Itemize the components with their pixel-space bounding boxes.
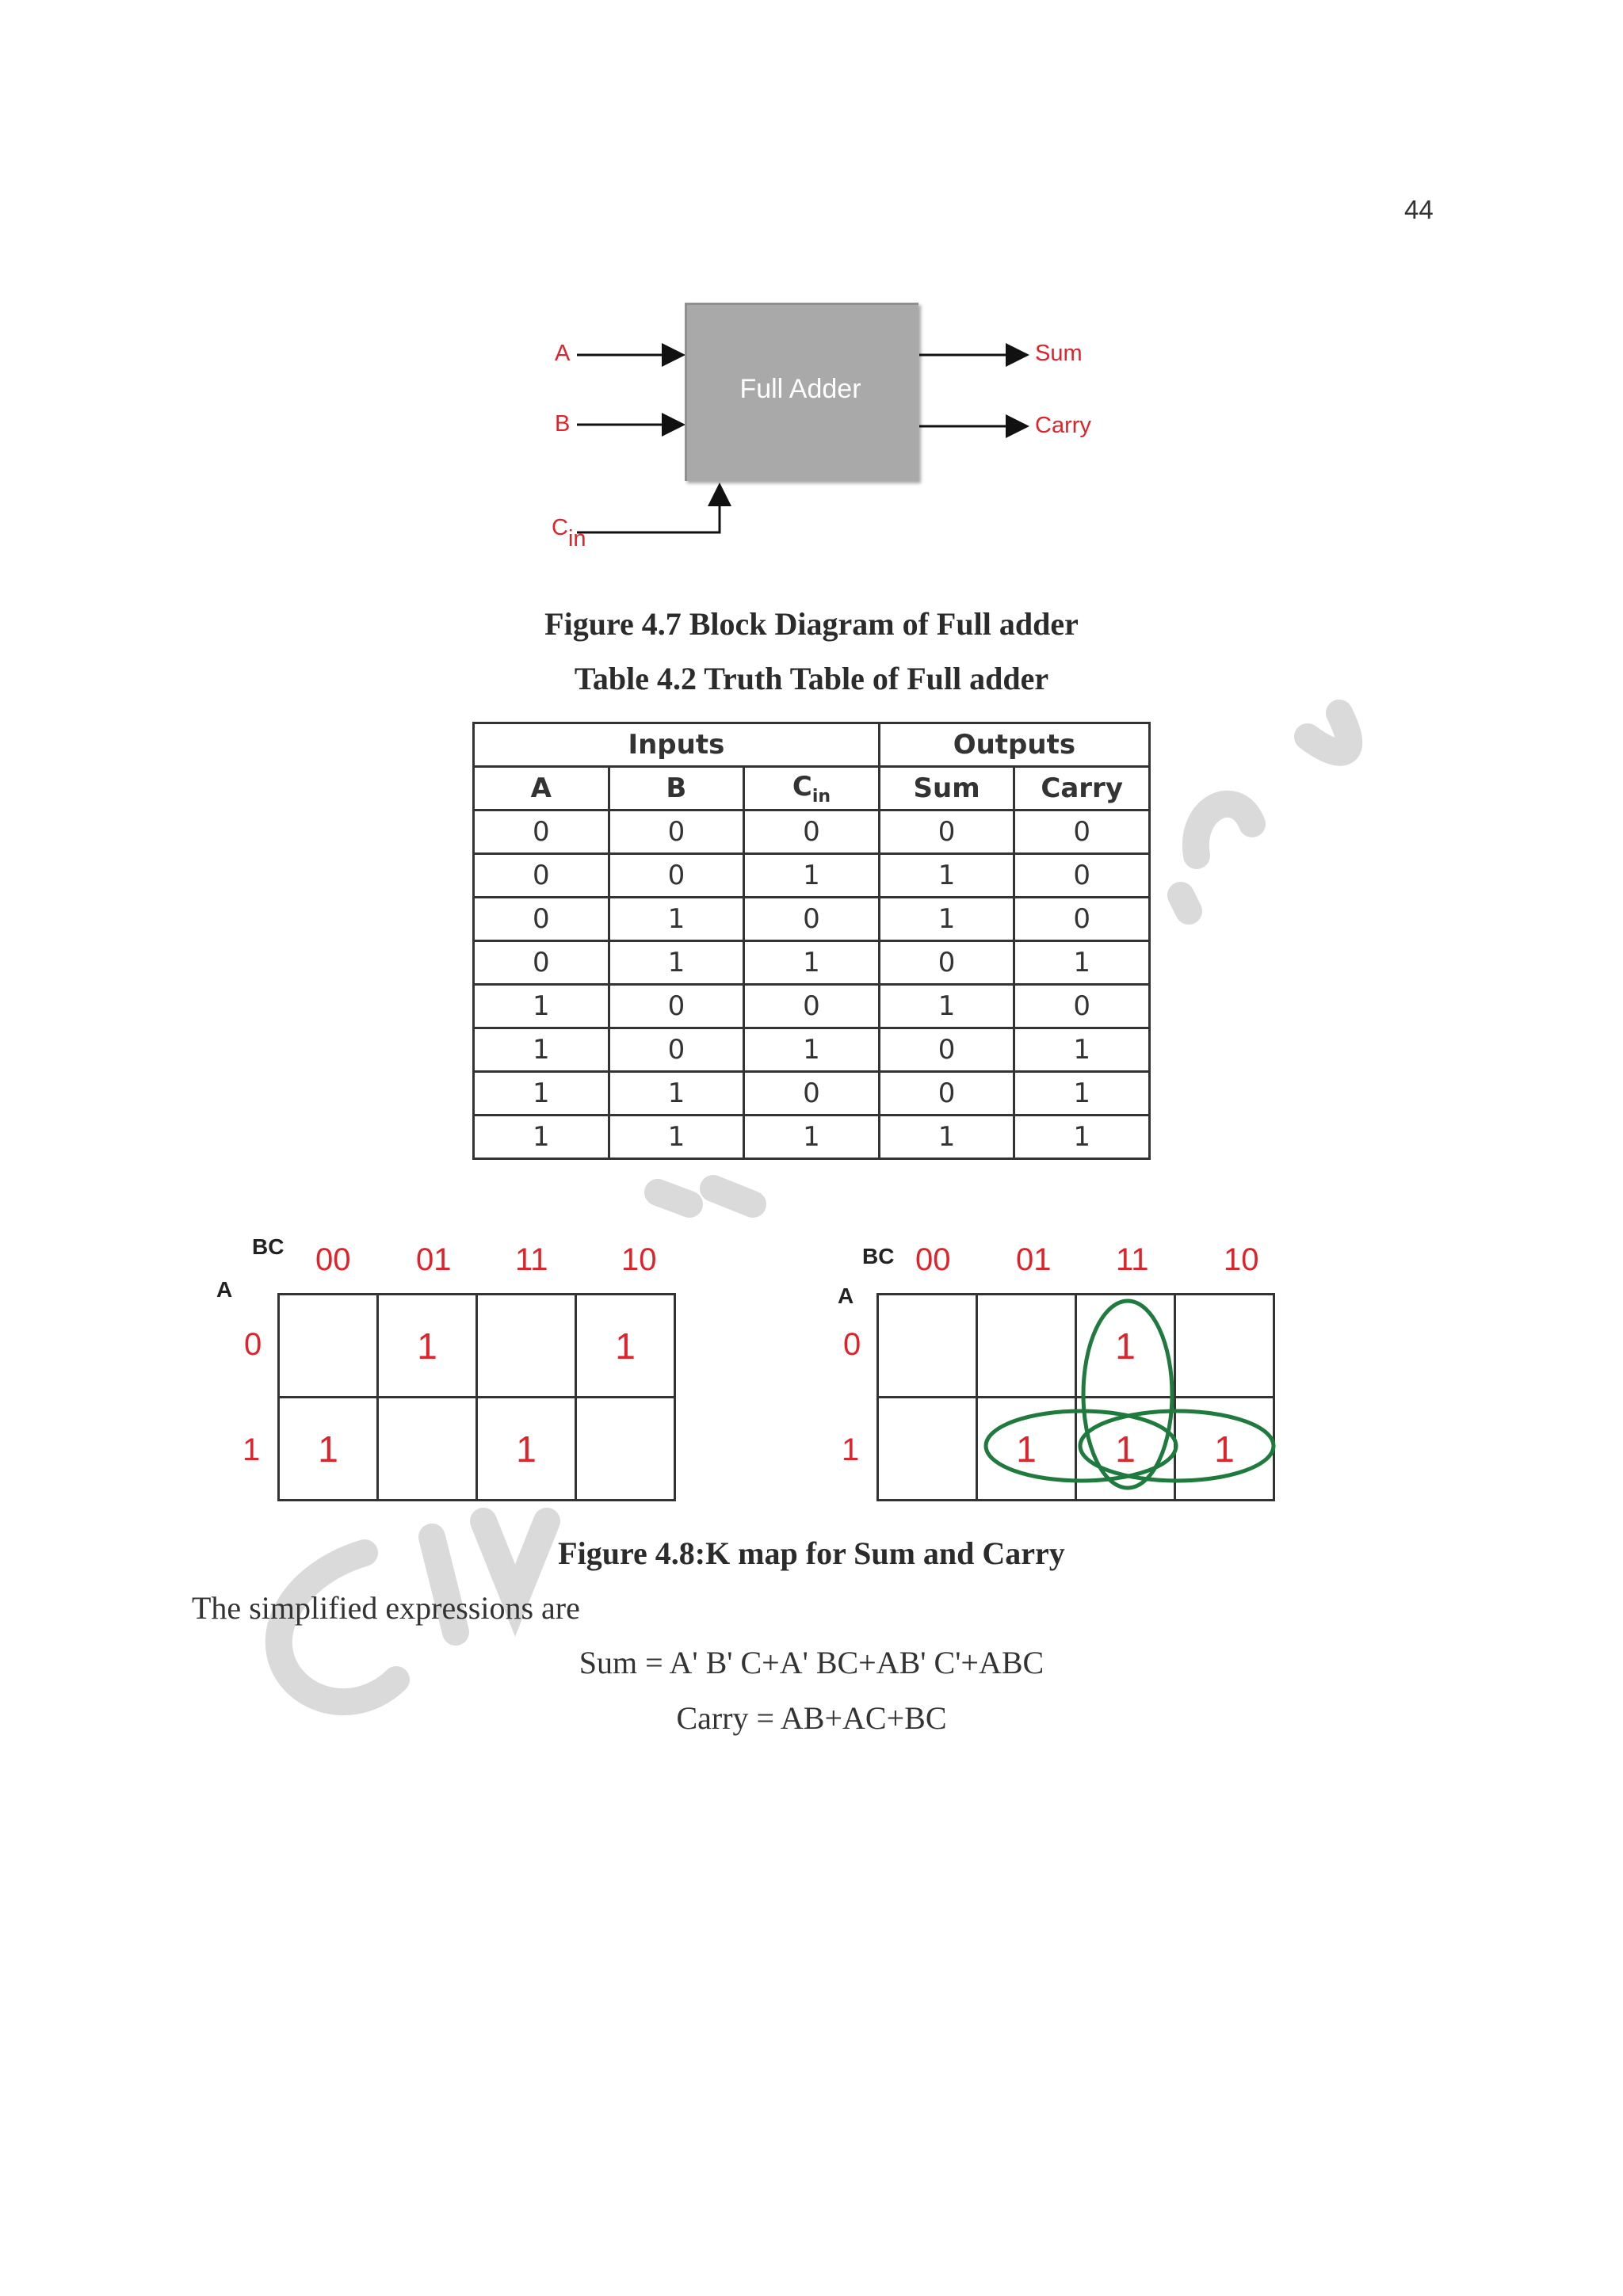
table-cell: 0 (1014, 810, 1150, 854)
table-cell: 0 (744, 985, 880, 1028)
sum-equation: Sum = A' B' C+A' BC+AB' C'+ABC (579, 1645, 1044, 1680)
intro-text: The simplified expressions are (192, 1590, 580, 1626)
table-cell: 1 (744, 1116, 880, 1159)
table-4-2-caption: Table 4.2 Truth Table of Full adder (574, 661, 1049, 696)
kmap-carry-col-label: 10 (1224, 1242, 1259, 1277)
table-cell: 0 (879, 941, 1014, 985)
table-cell: 0 (879, 1072, 1014, 1116)
carry-equation: Carry = AB+AC+BC (676, 1700, 947, 1736)
table-cell: 1 (879, 985, 1014, 1028)
table-cell: 0 (609, 854, 744, 898)
table-cell: 0 (474, 898, 609, 941)
table-cell: 0 (474, 810, 609, 854)
output-sum-label: Sum (1035, 341, 1083, 366)
figure-4-8-caption: Figure 4.8:K map for Sum and Carry (558, 1535, 1065, 1571)
table-cell: 1 (609, 898, 744, 941)
input-c-letter: C (552, 515, 568, 540)
col-header-carry: Carry (1014, 767, 1150, 810)
col-header-sum: Sum (879, 767, 1014, 810)
kmap-sum-col-label: 10 (621, 1242, 657, 1277)
output-carry-label: Carry (1035, 413, 1091, 438)
table-cell: 1 (609, 1116, 744, 1159)
col-header-c: C (792, 770, 812, 803)
carry-group-bc-loop (1083, 1301, 1172, 1488)
table-cell: 1 (609, 941, 744, 985)
kmap-carry-cell: 1 (977, 1398, 1076, 1501)
table-cell: 1 (609, 1072, 744, 1116)
kmap-carry-col-label: 01 (1016, 1242, 1052, 1277)
kmap-sum-row-label: 0 (244, 1327, 262, 1362)
input-in-subscript: in (567, 526, 586, 551)
kmap-carry-col-label: 00 (915, 1242, 951, 1277)
figure-4-7-caption: Figure 4.7 Block Diagram of Full adder (544, 606, 1079, 642)
table-cell: 0 (609, 985, 744, 1028)
kmap-sum-cell: 1 (477, 1398, 576, 1501)
inputs-header: Inputs (474, 723, 880, 767)
kmap-sum-col-label: 11 (515, 1242, 548, 1277)
table-cell: 1 (474, 1116, 609, 1159)
table-cell: 1 (474, 1028, 609, 1072)
table-cell: 1 (474, 1072, 609, 1116)
kmap-carry-row-label: 1 (842, 1432, 860, 1467)
table-cell: 0 (1014, 985, 1150, 1028)
table-cell: 0 (474, 941, 609, 985)
table-cell: 1 (879, 1116, 1014, 1159)
kmap-sum-row-var: A (216, 1277, 233, 1302)
kmap-sum-cell: 1 (576, 1295, 675, 1398)
col-header-b: B (609, 767, 744, 810)
input-b-label: B (555, 411, 571, 437)
table-cell: 1 (1014, 941, 1150, 985)
table-cell: 1 (744, 941, 880, 985)
table-cell: 1 (474, 985, 609, 1028)
input-a-label: A (555, 341, 571, 366)
table-cell: 1 (744, 854, 880, 898)
kmap-carry-col-label: 11 (1116, 1242, 1149, 1277)
full-adder-box-label: Full Adder (739, 374, 861, 404)
table-cell: 0 (879, 810, 1014, 854)
table-cell: 0 (1014, 898, 1150, 941)
table-cell: 0 (744, 1072, 880, 1116)
kmap-carry-col-var: BC (862, 1244, 895, 1268)
table-cell: 0 (609, 810, 744, 854)
kmap-carry-cell: 1 (1076, 1295, 1175, 1398)
kmap-sum-col-label: 01 (416, 1242, 452, 1277)
table-cell: 1 (879, 854, 1014, 898)
kmap-sum-cell: 1 (279, 1398, 378, 1501)
col-header-a: A (474, 767, 609, 810)
kmap-carry-row-var: A (838, 1283, 854, 1308)
table-cell: 0 (879, 1028, 1014, 1072)
kmap-carry-cell: 1 (1175, 1398, 1274, 1501)
kmap-sum-row-label: 1 (242, 1432, 261, 1467)
table-cell: 1 (879, 898, 1014, 941)
table-cell: 1 (744, 1028, 880, 1072)
kmap-sum-col-var: BC (252, 1234, 285, 1259)
col-header-in-subscript: in (812, 786, 831, 807)
table-cell: 1 (1014, 1072, 1150, 1116)
kmap-sum-cell: 1 (378, 1295, 477, 1398)
table-cell: 0 (1014, 854, 1150, 898)
kmap-carry-row-label: 0 (843, 1327, 861, 1362)
kmap-carry-cell: 1 (1076, 1398, 1175, 1501)
table-cell: 0 (609, 1028, 744, 1072)
table-cell: 0 (474, 854, 609, 898)
kmap-sum-col-label: 00 (315, 1242, 351, 1277)
table-cell: 0 (744, 898, 880, 941)
table-cell: 0 (744, 810, 880, 854)
table-cell: 1 (1014, 1028, 1150, 1072)
table-cell: 1 (1014, 1116, 1150, 1159)
page-number: 44 (1404, 195, 1434, 224)
outputs-header: Outputs (879, 723, 1149, 767)
